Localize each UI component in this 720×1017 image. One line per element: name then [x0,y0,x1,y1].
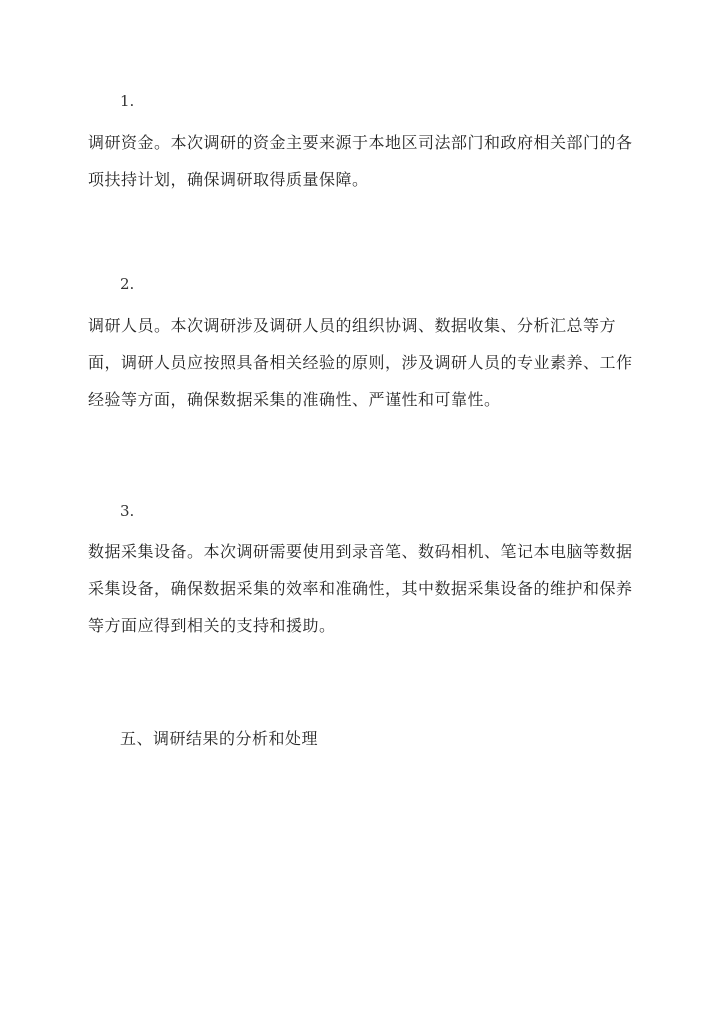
section-heading: 五、调研结果的分析和处理 [120,729,319,748]
section-1-paragraph: 调研资金。本次调研的资金主要来源于本地区司法部门和政府相关部门的各项扶持计划，确保调研取得质量保障。 [88,133,633,189]
section-3-paragraph: 数据采集设备。本次调研需要使用到录音笔、数码相机、笔记本电脑等数据采集设备，确保数据采集的效率和准确性，其中数据采集设备的维护和保养等方面应得到相关的支持和援助。 [88,542,633,635]
section-2-paragraph: 调研人员。本次调研涉及调研人员的组织协调、数据收集、分析汇总等方面，调研人员应按照具备相关经验的原则，涉及调研人员的专业素养、工作经验等方面，确保数据采集的准确性、严谨性和可靠性。 [88,316,633,409]
section-3-number: 3. [120,502,135,520]
section-1-number: 1. [120,92,135,110]
section-2-number: 2. [120,275,135,293]
